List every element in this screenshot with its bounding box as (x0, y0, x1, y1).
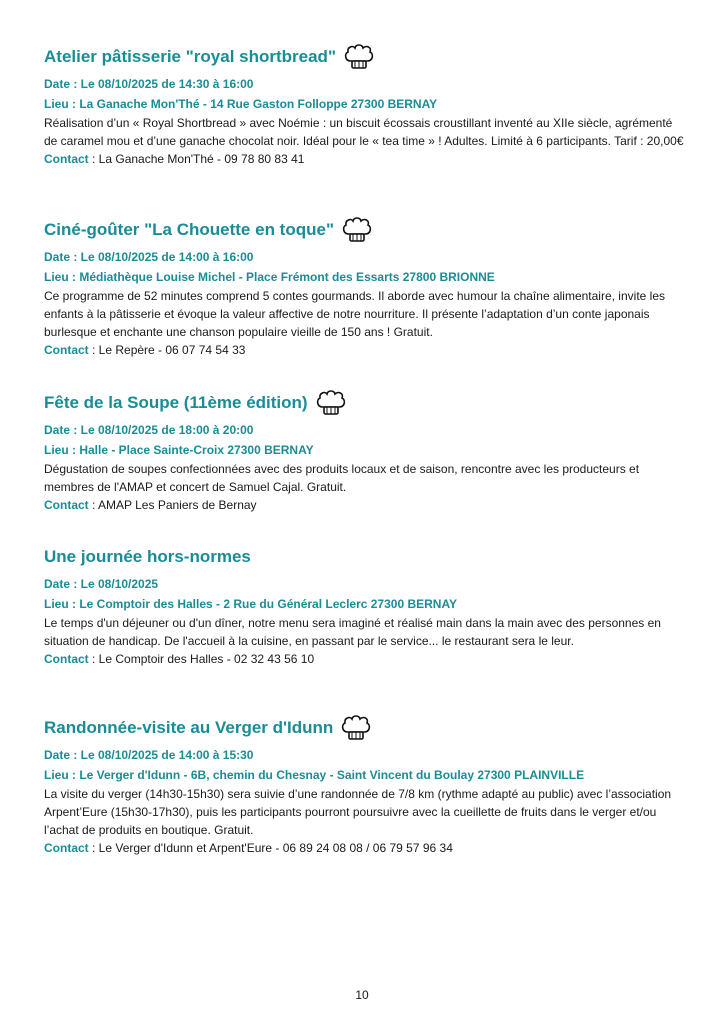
contact-label: Contact (44, 343, 89, 357)
event-location: Lieu : Le Comptoir des Halles - 2 Rue du Général Leclerc 27300 BERNAY (44, 597, 458, 611)
event-contact (44, 839, 684, 857)
event-title-row (44, 40, 684, 74)
event-date: Date : Le 08/10/2025 de 14:00 à 15:30 (44, 748, 254, 762)
page-number: 10 (355, 988, 369, 1002)
event-title: Une journée hors-normes (44, 547, 251, 566)
chef-hat-icon (342, 40, 376, 74)
event-title-row (44, 540, 684, 574)
event-title: Ciné-goûter "La Chouette en toque" (44, 220, 335, 239)
event-location: Lieu : Le Verger d'Idunn - 6B, chemin du Chesnay - Saint Vincent du Boulay 27300 PLAINVILLE (44, 768, 585, 782)
event-title: Fête de la Soupe (11ème édition) (44, 393, 308, 412)
event-date: Date : Le 08/10/2025 (44, 577, 159, 591)
contact-value: : Le Repère - 06 07 74 54 33 (88, 343, 246, 357)
event-location: Lieu : La Ganache Mon'Thé - 14 Rue Gaston Folloppe 27300 BERNAY (44, 97, 438, 111)
event-location: Lieu : Halle - Place Sainte-Croix 27300 BERNAY (44, 443, 314, 457)
event-contact (44, 341, 684, 359)
contact-value: : AMAP Les Paniers de Bernay (88, 498, 257, 512)
event-description: La visite du verger (14h30-15h30) sera suivie d’une randonnée de 7/8 km (rythme adapté au public) avec l’association Arpent’Eure (15h30-17h30), puis les participants pourront poursuivre avec la cueillette de fruits dans le verger et/ou l’achat de produits en boutique. Gratuit. (44, 787, 672, 837)
contact-value: : Le Comptoir des Halles - 02 32 43 56 10 (88, 652, 315, 666)
event-block-5 (44, 711, 684, 857)
event-date: Date : Le 08/10/2025 de 14:00 à 16:00 (44, 250, 254, 264)
event-description: Ce programme de 52 minutes comprend 5 contes gourmands. Il aborde avec humour la chaîne alimentaire, invite les enfants à la pâtisserie et évoque la valeur affective de notre nourriture. Il présente l’adaptation d’un conte japonais burlesque et enchante une chanson populaire vieille de 150 ans ! Gratuit. (44, 289, 665, 339)
chef-hat-icon (340, 213, 374, 247)
event-date: Date : Le 08/10/2025 de 14:30 à 16:00 (44, 77, 254, 91)
contact-label: Contact (44, 841, 89, 855)
chef-hat-icon (339, 711, 373, 745)
event-block-2 (44, 213, 684, 359)
event-description: Réalisation d’un « Royal Shortbread » avec Noémie : un biscuit écossais croustillant inventé au XIIe siècle, agrémenté de caramel mou et d’une ganache chocolat noir. Idéal pour le « tea time » ! Adultes. Limité à 6 participants. Tarif : 20,00€ (44, 116, 684, 148)
event-date: Date : Le 08/10/2025 de 18:00 à 20:00 (44, 423, 254, 437)
event-description: Le temps d'un déjeuner ou d'un dîner, notre menu sera imaginé et réalisé main dans la main avec des personnes en situation de handicap. De l'accueil à la cuisine, en passant par le service... le restaurant sera le leur. (44, 616, 661, 648)
event-contact (44, 496, 684, 514)
event-block-4 (44, 540, 684, 668)
contact-label: Contact (44, 498, 89, 512)
event-title-row (44, 386, 684, 420)
contact-label: Contact (44, 152, 89, 166)
event-contact (44, 150, 684, 168)
event-title: Atelier pâtisserie "royal shortbread" (44, 47, 337, 66)
chef-hat-icon (314, 386, 348, 420)
contact-label: Contact (44, 652, 89, 666)
event-location: Lieu : Médiathèque Louise Michel - Place Frémont des Essarts 27800 BRIONNE (44, 270, 495, 284)
event-contact (44, 650, 684, 668)
event-title-row (44, 213, 684, 247)
event-block-1 (44, 40, 684, 168)
event-title: Randonnée-visite au Verger d'Idunn (44, 718, 334, 737)
event-description: Dégustation de soupes confectionnées avec des produits locaux et de saison, rencontre avec les producteurs et membres de l'AMAP et concert de Samuel Cajal. Gratuit. (44, 462, 640, 494)
event-block-3 (44, 386, 684, 514)
contact-value: : La Ganache Mon'Thé - 09 78 80 83 41 (88, 152, 305, 166)
contact-value: : Le Verger d'Idunn et Arpent'Eure - 06 89 24 08 08 / 06 79 57 96 34 (88, 841, 453, 855)
event-title-row (44, 711, 684, 745)
